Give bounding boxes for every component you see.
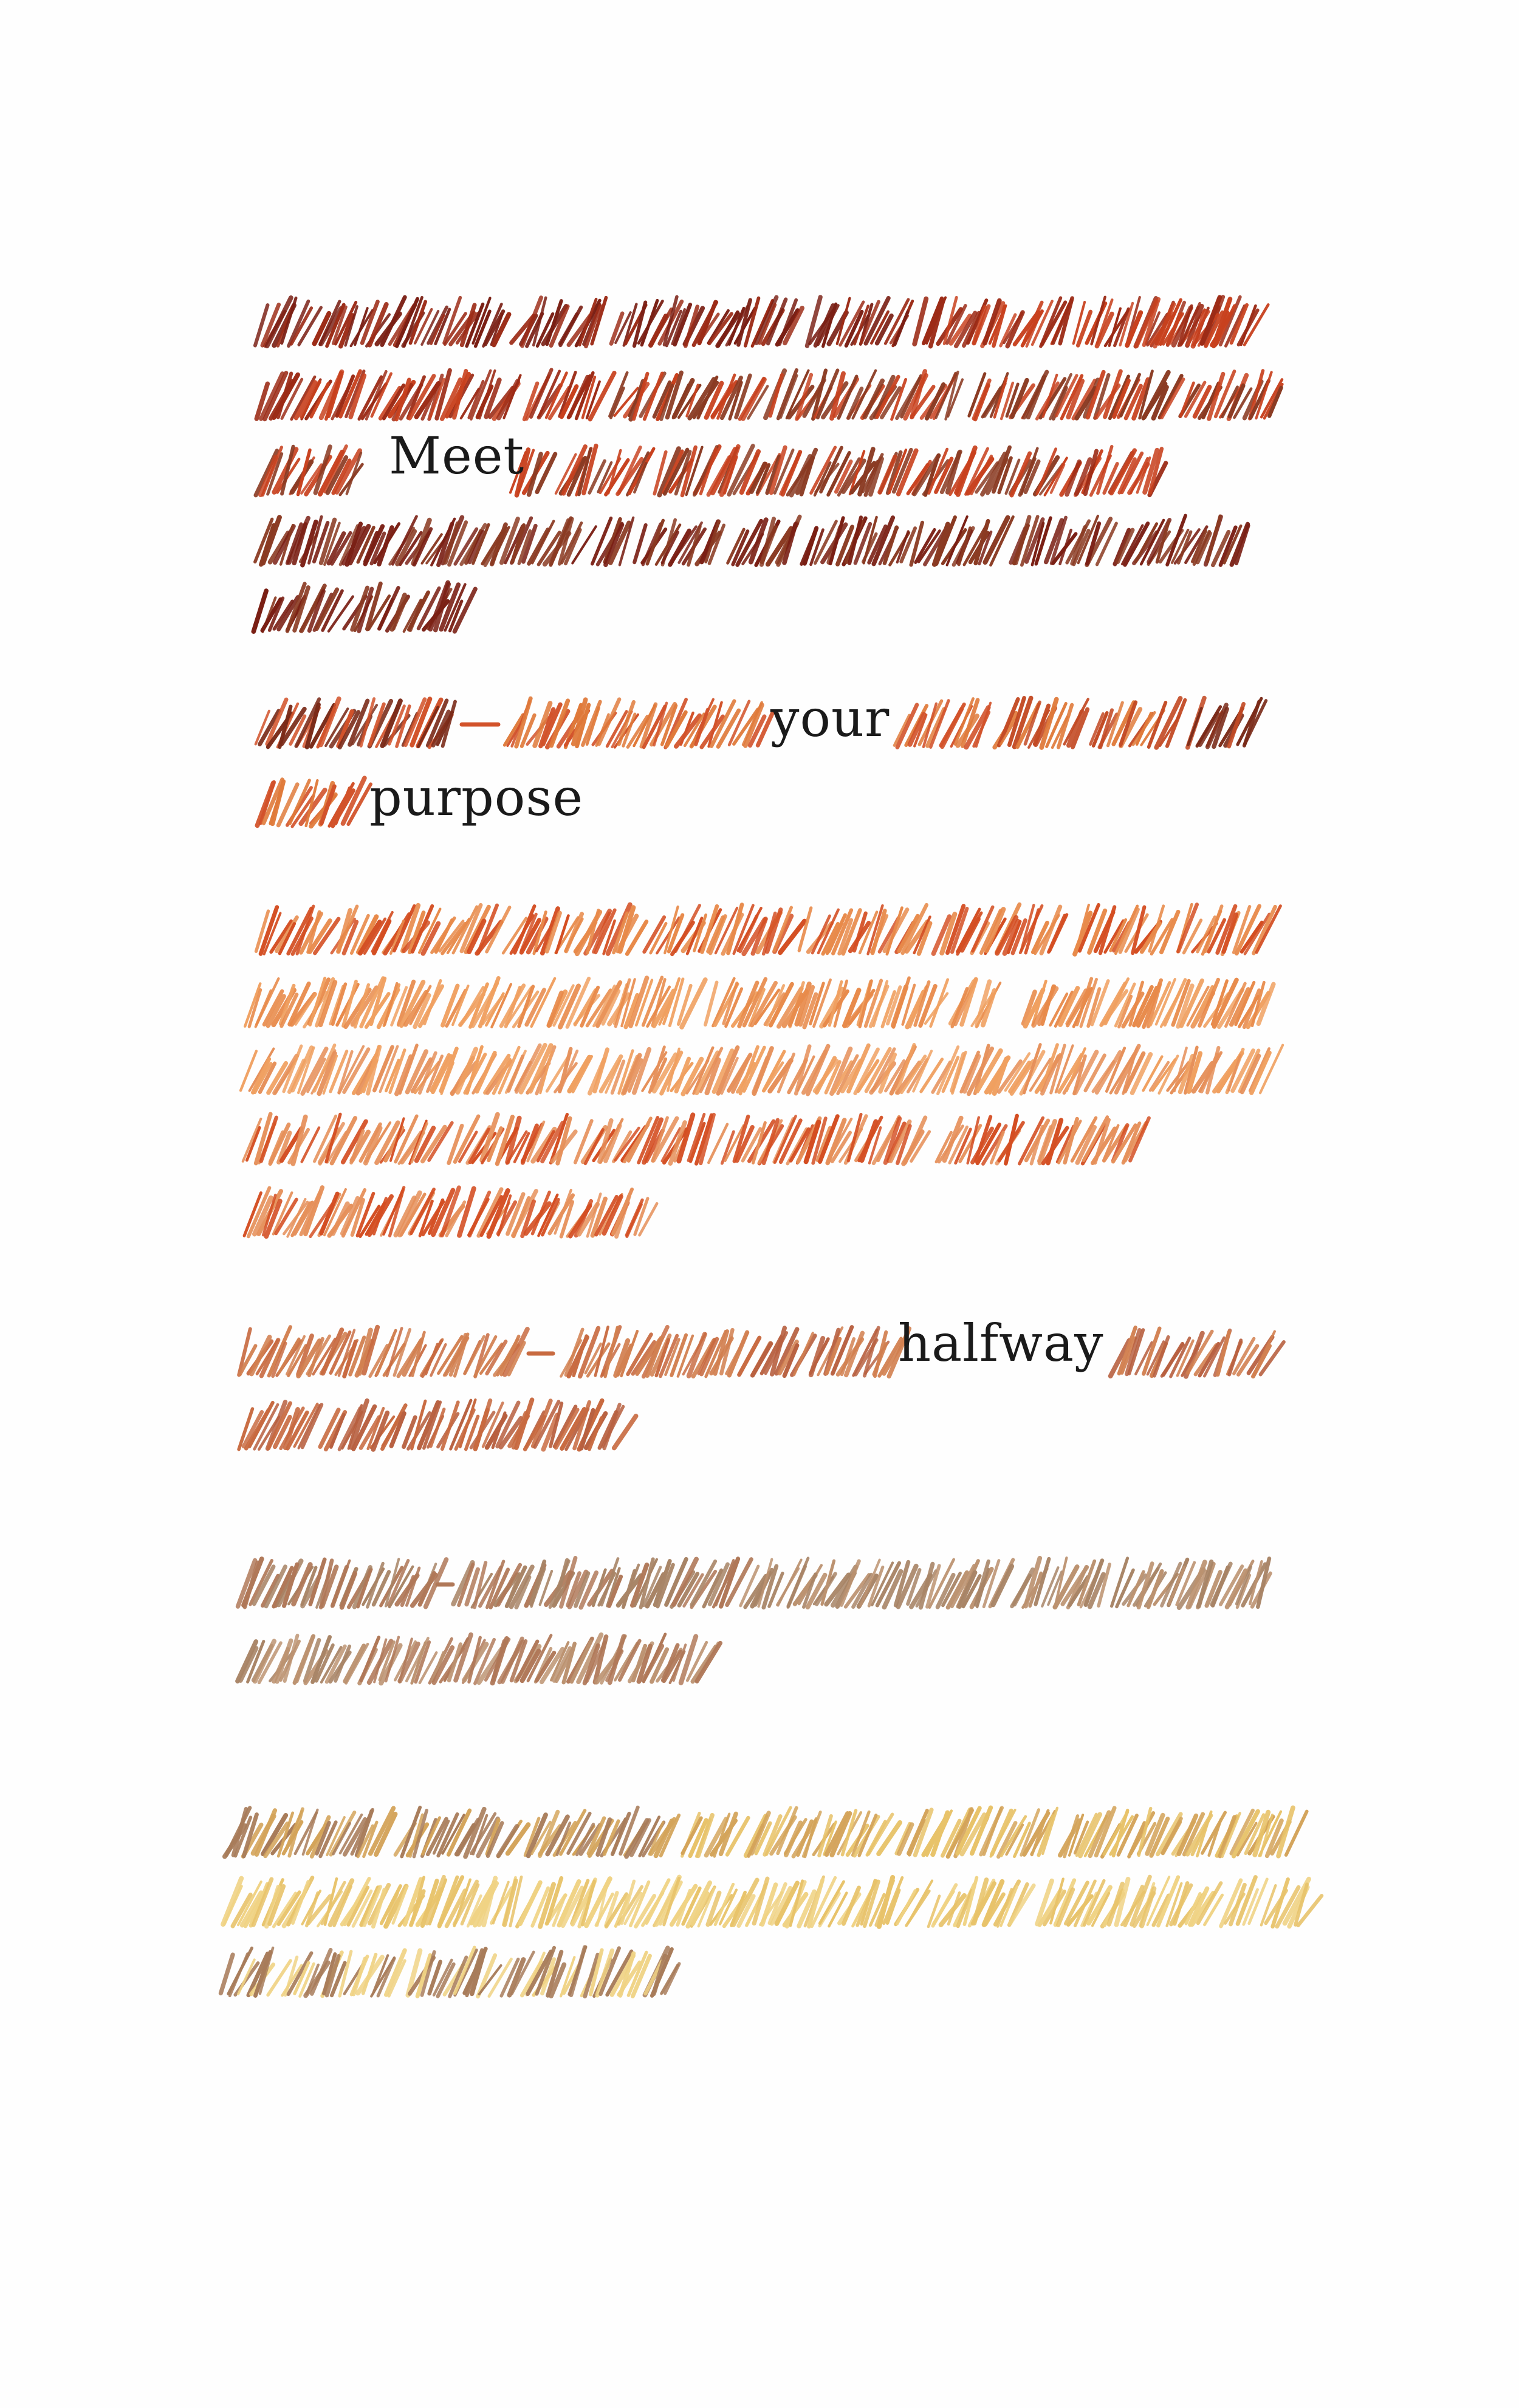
scribble-block [1020, 1117, 1149, 1164]
scribble-block [524, 370, 614, 419]
scribble-block [549, 977, 705, 1027]
revealed-word-purpose: purpose [369, 768, 584, 827]
scribble-stroke [665, 1964, 679, 1993]
scribble-block [789, 1045, 942, 1094]
scribble-block [753, 1328, 815, 1376]
scribble-block [221, 1948, 290, 1996]
scribble-stroke [1106, 979, 1128, 1024]
scribble-block [894, 698, 990, 747]
scribble-stroke [426, 1344, 437, 1374]
scribble-block [525, 1808, 679, 1857]
scribble-stroke [516, 1045, 540, 1092]
scribble-block [799, 905, 930, 954]
scribble-block [766, 370, 962, 419]
scribble-block [1093, 1046, 1150, 1093]
scribble-block [244, 1188, 464, 1237]
scribble-stroke [1050, 915, 1067, 951]
scribble-block [503, 904, 646, 954]
scribble-block [575, 1114, 727, 1163]
scribble-block [501, 1947, 650, 1996]
scribble-block [255, 298, 321, 346]
scribble-block [654, 446, 1067, 495]
scribble-block [223, 1877, 540, 1927]
scribble-block [256, 699, 455, 748]
scribble-block [344, 582, 475, 631]
scribble-block [315, 1114, 355, 1163]
scribble-block [561, 1327, 760, 1377]
scribble-block [746, 1808, 900, 1857]
scribble-stroke [862, 1121, 876, 1160]
revealed-word-halfway: halfway [898, 1313, 1104, 1373]
scribble-block [1012, 1558, 1109, 1608]
revealed-word-your: your [770, 689, 890, 748]
scribble-block [1091, 698, 1185, 748]
scribble-block [459, 1189, 657, 1237]
scribble-block [928, 1877, 1034, 1927]
scribble-stroke [1150, 1062, 1168, 1090]
scribble-block [611, 297, 802, 346]
scribble-stroke [573, 1056, 592, 1092]
scribble-block [1144, 1045, 1283, 1093]
scribble-block [914, 297, 1072, 346]
scribble-block [933, 904, 1066, 954]
scribble-stroke [571, 1947, 585, 1995]
scribble-block [1023, 979, 1273, 1027]
scribble-block [512, 298, 606, 346]
scribble-block [360, 1634, 721, 1684]
scribble-block [1112, 1558, 1270, 1608]
scribble-block [256, 370, 520, 419]
scribble-block [255, 517, 596, 565]
scribble-block [1215, 1330, 1284, 1377]
scribble-block [634, 520, 724, 565]
scribble-block [741, 1558, 901, 1608]
scribble-stroke [794, 1333, 813, 1375]
scribble-block [722, 1114, 929, 1163]
scribble-block [556, 446, 654, 495]
scribble-stroke [505, 1329, 527, 1375]
scribble-block [1221, 1877, 1267, 1927]
scribble-block [1037, 1877, 1222, 1926]
scribble-block [283, 1950, 405, 1996]
scribble-block [253, 583, 352, 631]
scribble-block [896, 1808, 1057, 1857]
scribble-block [590, 1047, 794, 1093]
scribble-stroke [804, 528, 816, 563]
scribble-block [682, 1813, 749, 1856]
scribble-block [592, 518, 634, 565]
scribble-block [256, 446, 362, 495]
scribble-stroke [400, 1193, 420, 1235]
scribble-stroke [697, 1643, 720, 1681]
scribble-block [933, 1045, 1105, 1094]
scribble-block [911, 517, 1013, 565]
scribble-block [245, 978, 442, 1027]
scribble-block [807, 297, 912, 346]
scribble-block [936, 1116, 1023, 1164]
scribble-block [239, 1402, 321, 1450]
scribble-block [729, 701, 772, 746]
scribble-block [1061, 447, 1166, 495]
scribble-block [1178, 904, 1280, 954]
scribble-block [896, 1560, 1013, 1608]
scribble-block [256, 906, 339, 954]
scribble-block [1261, 1879, 1322, 1927]
scribble-block [257, 778, 371, 827]
scribble-block [443, 978, 555, 1027]
scribble-block [343, 1116, 452, 1163]
scribble-block [532, 1877, 846, 1927]
scribble-block [644, 904, 804, 954]
scribble-block [969, 371, 1184, 419]
scribble-block [449, 1115, 576, 1164]
scribble-stroke [238, 1642, 256, 1681]
scribble-stroke [634, 525, 645, 562]
scribble-block [1115, 515, 1248, 565]
scribble-block [811, 1327, 910, 1376]
scribble-block [950, 979, 1000, 1027]
scribble-block [1011, 516, 1117, 565]
scribble-block [238, 1559, 446, 1608]
scribble-block [396, 1808, 529, 1857]
scribble-block [241, 1045, 592, 1094]
scribble-block [403, 1400, 636, 1450]
scribble-block [504, 698, 738, 748]
scribble-block [609, 373, 767, 419]
scribble-block [320, 1401, 405, 1450]
scribble-block [1075, 905, 1178, 954]
scribble-block [1180, 371, 1282, 419]
revealed-word-meet: Meet [389, 426, 525, 486]
scribble-stroke [640, 1203, 657, 1235]
scribble-block [728, 517, 800, 565]
scribble-block [408, 1947, 511, 1997]
scribble-block [1188, 698, 1266, 747]
scribble-stroke [754, 1048, 772, 1094]
scribble-block [705, 978, 948, 1027]
scribble-stroke [487, 907, 510, 952]
scribble-stroke [1023, 303, 1041, 344]
scribble-block [1060, 1808, 1307, 1857]
scribble-block [1111, 1327, 1224, 1377]
scribble-block [225, 1808, 396, 1856]
scribble-block [238, 1636, 368, 1684]
scribble-block [995, 698, 1088, 748]
scribble-block [453, 1558, 715, 1607]
scribble-block [839, 1877, 932, 1927]
scribble-block [243, 1114, 319, 1164]
scribble-block [801, 517, 915, 565]
scribble-stroke [895, 312, 908, 345]
scribble-block [332, 905, 510, 954]
scribble-block [239, 1327, 527, 1377]
scribble-block [314, 297, 509, 346]
